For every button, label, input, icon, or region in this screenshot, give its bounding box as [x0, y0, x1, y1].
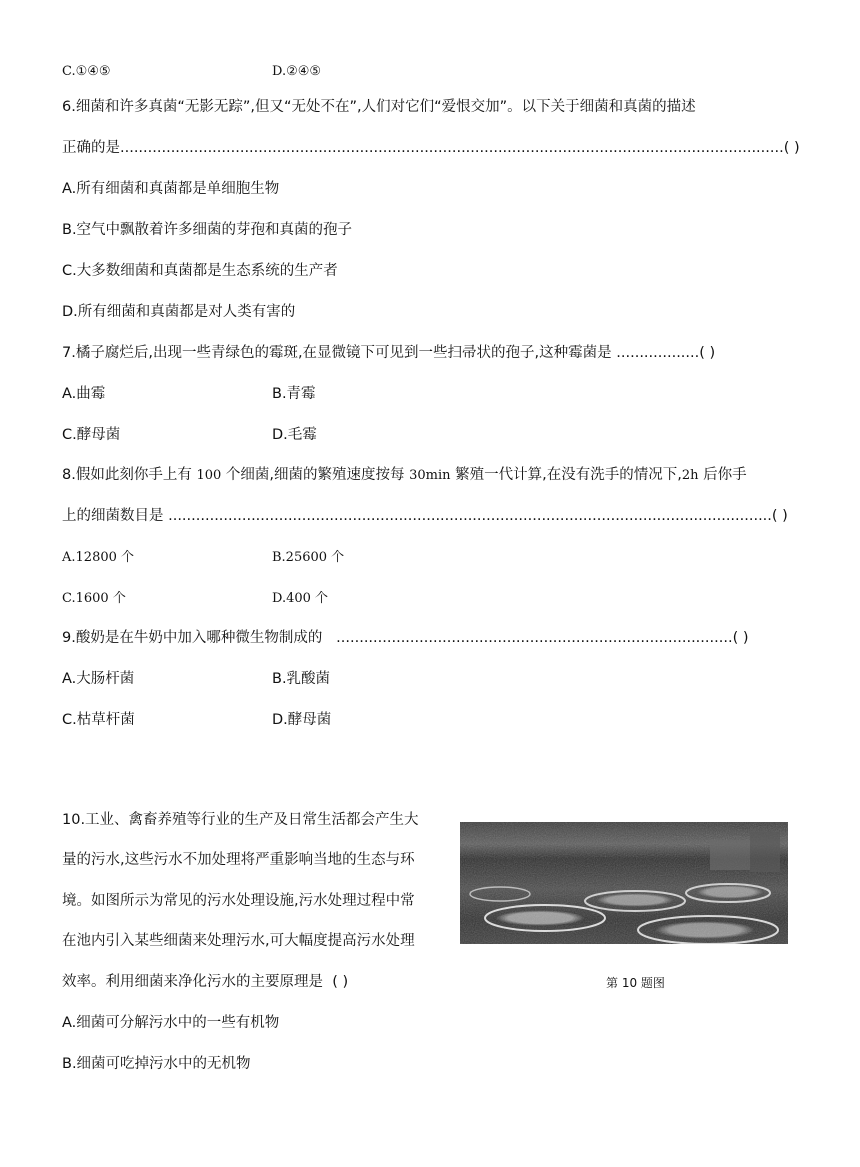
q8-stem-part: 后你手	[703, 467, 747, 483]
q10-option-b: B.细菌可吃掉污水中的无机物	[62, 1056, 251, 1072]
q6-option-b: B.空气中飘散着许多细菌的芽孢和真菌的孢子	[62, 222, 353, 238]
q10-answer-blank: ( )	[332, 974, 349, 990]
q6-option-a: A.所有细菌和真菌都是单细胞生物	[62, 181, 280, 197]
q9-option-a: A.大肠杆菌	[62, 671, 135, 687]
q9-option-d: D.酵母菌	[272, 712, 332, 728]
q8-stem-part: 繁殖一代计算,在没有洗手的情况下,	[455, 467, 682, 483]
q8-stem-part: 8.假如此刻你手上有	[62, 467, 192, 483]
q8-number: 30min	[409, 468, 451, 483]
q6-answer-blank: ( )	[783, 140, 800, 156]
q5-option-d: D.②④⑤	[272, 64, 322, 79]
q6-option-c: C.大多数细菌和真菌都是生态系统的生产者	[62, 263, 338, 279]
q8-number: 2h	[681, 468, 699, 483]
q10-stem-line4: 在池内引入某些细菌来处理污水,可大幅度提高污水处理	[62, 933, 415, 949]
q6-answer-leader: ................................................................................................................................................	[120, 140, 784, 156]
q10-stem-line1: 10.工业、禽畜养殖等行业的生产及日常生活都会产生大	[62, 812, 419, 828]
q8-stem-text: 上的细菌数目是	[62, 508, 164, 524]
q9-stem-text: 9.酸奶是在牛奶中加入哪种微生物制成的	[62, 630, 323, 646]
q6-stem-line2	[62, 137, 800, 159]
q7-answer-blank: ( )	[699, 345, 716, 361]
q6-stem-line1: 6.细菌和许多真菌“无影无踪”,但又“无处不在”,人们对它们“爱恨交加”。以下关于细菌和真菌的描述	[62, 99, 696, 115]
q7-option-c: C.酵母菌	[62, 427, 121, 443]
q9-option-c: C.枯草杆菌	[62, 712, 135, 728]
q6-stem-text: 正确的是	[62, 140, 120, 156]
q9-answer-leader: ......................................................................................	[336, 630, 733, 646]
figure-caption: 第 10 题图	[606, 976, 665, 990]
q8-option-d: D.400 个	[272, 591, 329, 606]
q9-stem	[62, 627, 749, 649]
q8-stem-line1	[62, 464, 747, 487]
q5-option-c: C.①④⑤	[62, 64, 111, 79]
q7-option-d: D.毛霉	[272, 427, 317, 443]
q7-stem	[62, 342, 715, 364]
q10-stem-text: 效率。利用细菌来净化污水的主要原理是	[62, 974, 323, 990]
q7-answer-leader: ..................	[616, 345, 700, 361]
q8-number: 100	[196, 468, 222, 483]
q7-option-a: A.曲霉	[62, 386, 106, 402]
q10-stem-line5	[62, 971, 348, 993]
q8-option-a: A.12800 个	[62, 550, 135, 565]
q7-stem-text: 7.橘子腐烂后,出现一些青绿色的霉斑,在显微镜下可见到一些扫帚状的孢子,这种霉菌是	[62, 345, 612, 361]
q8-stem-part: 个细菌,细菌的繁殖速度按每	[225, 467, 405, 483]
sewage-treatment-image	[460, 822, 788, 944]
q10-option-a: A.细菌可分解污水中的一些有机物	[62, 1015, 280, 1031]
q8-option-c: C.1600 个	[62, 591, 126, 606]
q8-stem-line2	[62, 505, 788, 527]
sewage-treatment-photo	[460, 822, 788, 944]
q8-option-b: B.25600 个	[272, 550, 345, 565]
q7-option-b: B.青霉	[272, 386, 316, 402]
q8-answer-blank: ( )	[771, 508, 788, 524]
q10-stem-line3: 境。如图所示为常见的污水处理设施,污水处理过程中常	[62, 893, 415, 909]
q9-option-b: B.乳酸菌	[272, 671, 331, 687]
q6-option-d: D.所有细菌和真菌都是对人类有害的	[62, 304, 296, 320]
q9-answer-blank: ( )	[732, 630, 749, 646]
q8-answer-leader: ...................................................................................................................................	[168, 508, 772, 524]
q10-stem-line2: 量的污水,这些污水不加处理将严重影响当地的生态与环	[62, 852, 415, 868]
